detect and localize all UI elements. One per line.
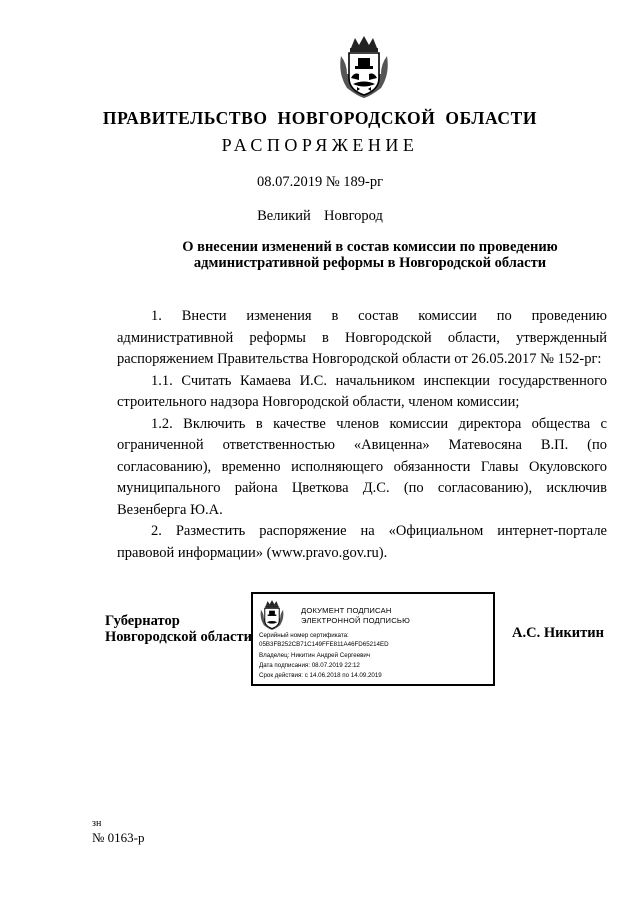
stamp-emblem-icon: [259, 599, 285, 631]
position-line-1: Губернатор: [105, 613, 180, 629]
signatory-position: [105, 613, 252, 645]
novgorod-coat-of-arms-icon: [337, 34, 391, 100]
paragraph-1-2: 1.2. Включить в качестве членов комиссии директора общества с ограниченной ответственностью «Авиценна» Матевосяна В.П. (по согласованию), временно исполняющего обязанности Главы Окуловского муниципального района Цветкова Д.С. (по согласованию), исключив Везенберга Ю.А.: [117, 415, 607, 518]
stamp-cert-label: Серийный номер сертификата:: [259, 632, 349, 639]
paragraph-1: 1. Внести изменения в состав комиссии по проведению административной реформы в Новгородской области, утвержденный распоряжением Правительства Новгородской области от 26.05.2017 № 152-рг:: [117, 308, 607, 367]
document-body: [117, 306, 607, 564]
paragraph-2: 2. Разместить распоряжение на «Официальном интернет-портале правовой информации» (www.pravo.gov.ru).: [117, 523, 607, 561]
registration-code: зн: [92, 818, 102, 829]
document-city: Великий Новгород: [257, 208, 383, 224]
registration-number: № 0163-р: [92, 830, 145, 845]
paragraph-1-1: 1.1. Считать Камаева И.С. начальником инспекции государственного строительного надзора Новгородской области, членом комиссии;: [117, 372, 607, 410]
document-type: РАСПОРЯЖЕНИЕ: [221, 135, 419, 155]
stamp-title-line-1: ДОКУМЕНТ ПОДПИСАН: [301, 606, 392, 615]
document-subject: [120, 239, 620, 271]
stamp-cert-number: 05B3FB252CB71C149FFE811A46FD65214ED: [259, 641, 389, 648]
electronic-signature-stamp: [251, 592, 495, 686]
signatory-name: А.С. Никитин: [512, 625, 604, 641]
position-line-2: Новгородской области: [105, 629, 252, 645]
stamp-title-line-2: ЭЛЕКТРОННОЙ ПОДПИСЬЮ: [301, 616, 410, 625]
document-date-number: 08.07.2019 № 189-рг: [256, 174, 384, 190]
document-footer: [92, 817, 144, 845]
stamp-signed-date: Дата подписания: 08.07.2019 22:12: [259, 662, 360, 669]
subject-line-1: О внесении изменений в состав комиссии по проведению: [182, 239, 558, 255]
subject-line-2: административной реформы в Новгородской области: [193, 255, 547, 271]
stamp-validity: Срок действия: с 14.06.2018 по 14.09.2019: [259, 672, 382, 679]
stamp-owner: Владелец: Никитин Андрей Сергеевич: [259, 652, 371, 659]
authority-title: ПРАВИТЕЛЬСТВО НОВГОРОДСКОЙ ОБЛАСТИ: [102, 108, 538, 128]
